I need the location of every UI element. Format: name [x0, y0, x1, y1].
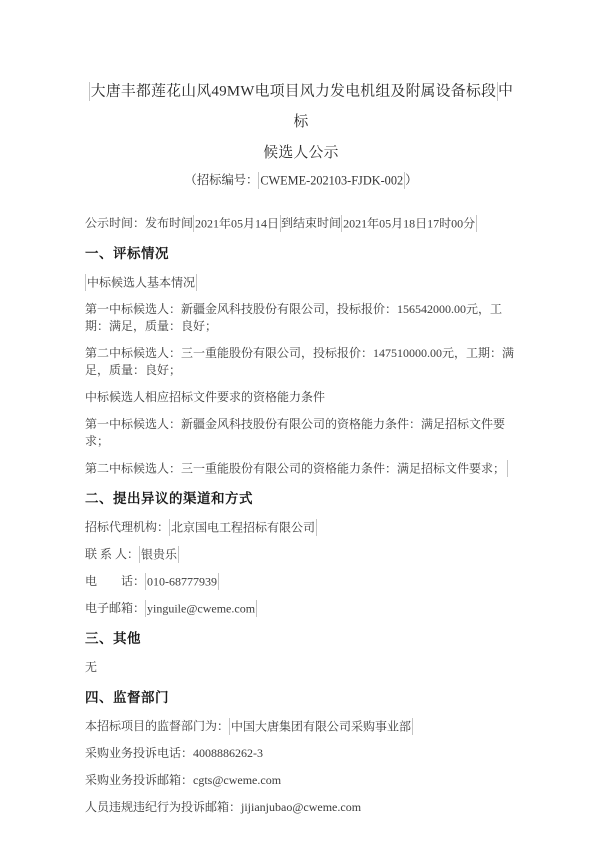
supervision-dept-row	[85, 718, 517, 735]
first-candidate-qualification: 第一中标候选人：新疆金风科技股份有限公司的资格能力条件：满足招标文件要求；	[85, 417, 506, 448]
notice-time-label: 公示时间：	[85, 216, 146, 230]
section-other	[85, 629, 517, 676]
phone-row	[85, 573, 517, 590]
section-evaluation	[85, 244, 517, 477]
complaint-email-row	[85, 772, 517, 789]
bid-number-suffix: ）	[405, 173, 418, 187]
bid-number-prefix: （招标编号：	[184, 173, 259, 187]
email-row	[85, 600, 517, 617]
email-value: yinguile@cweme.com	[147, 601, 256, 615]
notice-start-date: 2021年05月14日	[195, 216, 280, 230]
complaint-phone-value: 4008886262-3	[193, 746, 264, 760]
section-objection	[85, 489, 517, 617]
contact-person-value: 银贵乐	[141, 547, 178, 561]
candidate-basic-info-line	[85, 274, 517, 291]
complaint-phone-row	[85, 745, 517, 762]
phone-label: 电 话：	[85, 574, 146, 588]
notice-time-prefix: 发布时间	[145, 216, 194, 230]
agency-label: 招标代理机构：	[85, 520, 170, 534]
agency-value: 北京国电工程招标有限公司	[171, 520, 316, 534]
notice-time-middle: 到结束时间	[281, 216, 342, 230]
candidate-basic-info: 中标候选人基本情况	[87, 275, 196, 289]
discipline-email-value: jijianjubao@cweme.com	[241, 800, 362, 814]
supervision-dept-value: 中国大唐集团有限公司采购事业部	[231, 719, 412, 733]
contact-person-label: 联 系 人：	[85, 547, 140, 561]
notice-time-line	[85, 215, 517, 232]
second-candidate-qualification-line	[85, 460, 517, 477]
section-4-heading: 四、监督部门	[85, 690, 169, 705]
section-2-heading: 二、提出异议的渠道和方式	[85, 491, 253, 506]
first-candidate-info: 第一中标候选人：新疆金风科技股份有限公司，投标报价：156542000.00元，工期：满足，质量：良好；	[85, 302, 503, 333]
discipline-email-label: 人员违规违纪行为投诉邮箱：	[85, 800, 242, 814]
second-candidate-qualification: 第二中标候选人：三一重能股份有限公司的资格能力条件：满足招标文件要求；	[85, 460, 508, 477]
other-body: 无	[85, 660, 98, 674]
bid-number-line	[85, 171, 517, 189]
complaint-email-label: 采购业务投诉邮箱：	[85, 773, 194, 787]
project-name-field: 大唐丰都莲花山风49MW电项目风力发电机组及附属设备标段	[90, 83, 497, 99]
phone-value: 010-68777939	[147, 574, 218, 588]
section-3-heading: 三、其他	[85, 631, 141, 646]
document-title	[85, 76, 517, 169]
qualification-title-line: 中标候选人相应招标文件要求的资格能力条件	[85, 390, 326, 404]
title-suffix-part2: 候选人公示	[263, 145, 339, 161]
section-supervision	[85, 688, 517, 816]
title-suffix-part1: 中标	[293, 83, 514, 130]
contact-person-row	[85, 546, 517, 563]
discipline-email-row	[85, 799, 517, 816]
second-candidate-info: 第二中标候选人：三一重能股份有限公司，投标报价：147510000.00元，工期：满足，质量：良好；	[85, 346, 515, 377]
supervision-dept-label: 本招标项目的监督部门为：	[85, 719, 230, 733]
email-label: 电子邮箱：	[85, 601, 146, 615]
agency-row	[85, 519, 517, 536]
section-1-heading: 一、评标情况	[85, 246, 169, 261]
complaint-email-value: cgts@cweme.com	[193, 773, 282, 787]
notice-end-date: 2021年05月18日17时00分	[343, 216, 476, 230]
complaint-phone-label: 采购业务投诉电话：	[85, 746, 194, 760]
bid-number-value: CWEME-202103-FJDK-002	[260, 173, 404, 187]
